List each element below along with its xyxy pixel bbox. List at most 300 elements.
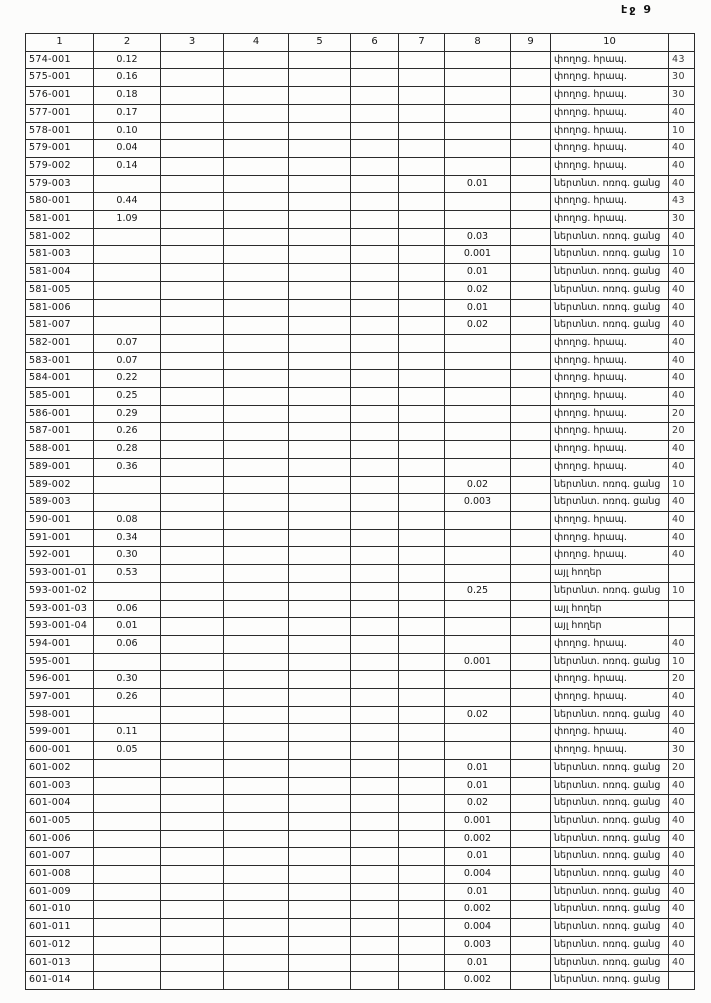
- code-cell: 575-001: [26, 69, 94, 87]
- col9-cell: [511, 476, 551, 494]
- area-col2-cell: [94, 919, 161, 937]
- col6-cell: [351, 458, 399, 476]
- col7-cell: [399, 104, 445, 122]
- col3-cell: [161, 795, 224, 813]
- col5-cell: [289, 157, 351, 175]
- table-row: [26, 476, 695, 494]
- col5-cell: [289, 246, 351, 264]
- col9-cell: [511, 795, 551, 813]
- col5-cell: [289, 122, 351, 140]
- col3-cell: [161, 157, 224, 175]
- margin-mark: 40: [669, 299, 695, 317]
- margin-mark: 40: [669, 936, 695, 954]
- area-col2-cell: [94, 653, 161, 671]
- area-col8-cell: 0.004: [445, 919, 511, 937]
- col4-cell: [224, 51, 289, 69]
- margin-mark: 40: [669, 157, 695, 175]
- col4-cell: [224, 883, 289, 901]
- margin-mark: 40: [669, 529, 695, 547]
- code-cell: 595-001: [26, 653, 94, 671]
- land-use-cell: ներտնտ. ոռոգ. ցանց: [551, 972, 669, 990]
- col4-cell: [224, 175, 289, 193]
- col6-cell: [351, 972, 399, 990]
- table-row: [26, 618, 695, 636]
- col3-cell: [161, 175, 224, 193]
- margin-mark: [669, 972, 695, 990]
- margin-mark: [669, 565, 695, 583]
- area-col8-cell: [445, 565, 511, 583]
- col3-cell: [161, 936, 224, 954]
- col6-cell: [351, 742, 399, 760]
- area-col2-cell: [94, 582, 161, 600]
- col9-cell: [511, 830, 551, 848]
- col4-cell: [224, 866, 289, 884]
- col9-cell: [511, 211, 551, 229]
- land-use-cell: ներտնտ. ոռոգ. ցանց: [551, 175, 669, 193]
- col4-cell: [224, 264, 289, 282]
- col6-cell: [351, 565, 399, 583]
- col3-cell: [161, 334, 224, 352]
- col4-cell: [224, 618, 289, 636]
- area-col8-cell: 0.004: [445, 866, 511, 884]
- table-row: [26, 671, 695, 689]
- area-col8-cell: [445, 458, 511, 476]
- code-cell: 589-001: [26, 458, 94, 476]
- area-col8-cell: 0.002: [445, 972, 511, 990]
- col5-cell: [289, 104, 351, 122]
- area-col2-cell: 0.30: [94, 671, 161, 689]
- col9-cell: [511, 972, 551, 990]
- col6-cell: [351, 494, 399, 512]
- table-row: [26, 193, 695, 211]
- col5-cell: [289, 689, 351, 707]
- col4-cell: [224, 157, 289, 175]
- col5-cell: [289, 281, 351, 299]
- table-row: [26, 706, 695, 724]
- col3-cell: [161, 600, 224, 618]
- col9-cell: [511, 759, 551, 777]
- col9-cell: [511, 706, 551, 724]
- margin-mark: 40: [669, 441, 695, 459]
- margin-mark: 40: [669, 866, 695, 884]
- col4-cell: [224, 281, 289, 299]
- code-cell: 576-001: [26, 87, 94, 105]
- col5-cell: [289, 901, 351, 919]
- area-col2-cell: 0.11: [94, 724, 161, 742]
- col6-cell: [351, 795, 399, 813]
- code-cell: 574-001: [26, 51, 94, 69]
- column-header: 5: [289, 34, 351, 52]
- area-col2-cell: 0.28: [94, 441, 161, 459]
- area-col2-cell: [94, 972, 161, 990]
- land-use-cell: ներտնտ. ոռոգ. ցանց: [551, 901, 669, 919]
- land-use-cell: ներտնտ. ոռոգ. ցանց: [551, 228, 669, 246]
- area-col2-cell: 0.14: [94, 157, 161, 175]
- code-cell: 585-001: [26, 388, 94, 406]
- area-col2-cell: [94, 175, 161, 193]
- table-row: [26, 812, 695, 830]
- col5-cell: [289, 193, 351, 211]
- col6-cell: [351, 830, 399, 848]
- code-cell: 579-002: [26, 157, 94, 175]
- land-use-cell: փողոց. հրապ.: [551, 370, 669, 388]
- col9-cell: [511, 228, 551, 246]
- table-row: [26, 211, 695, 229]
- area-col8-cell: 0.01: [445, 883, 511, 901]
- land-use-cell: փողոց. հրապ.: [551, 69, 669, 87]
- code-cell: 581-005: [26, 281, 94, 299]
- col7-cell: [399, 635, 445, 653]
- col7-cell: [399, 689, 445, 707]
- column-header: 6: [351, 34, 399, 52]
- land-use-cell: փողոց. հրապ.: [551, 104, 669, 122]
- code-cell: 586-001: [26, 405, 94, 423]
- area-col8-cell: 0.001: [445, 653, 511, 671]
- area-col8-cell: [445, 423, 511, 441]
- col7-cell: [399, 370, 445, 388]
- land-use-cell: փողոց. հրապ.: [551, 511, 669, 529]
- land-use-cell: փողոց. հրապ.: [551, 689, 669, 707]
- margin-mark: 10: [669, 582, 695, 600]
- table-row: [26, 582, 695, 600]
- col4-cell: [224, 529, 289, 547]
- area-col8-cell: 0.01: [445, 299, 511, 317]
- col6-cell: [351, 299, 399, 317]
- area-col2-cell: 0.18: [94, 87, 161, 105]
- land-use-cell: ներտնտ. ոռոգ. ցանց: [551, 759, 669, 777]
- col5-cell: [289, 547, 351, 565]
- area-col2-cell: 0.06: [94, 635, 161, 653]
- area-col8-cell: 0.02: [445, 706, 511, 724]
- col4-cell: [224, 848, 289, 866]
- margin-mark: 40: [669, 352, 695, 370]
- col7-cell: [399, 866, 445, 884]
- area-col8-cell: 0.02: [445, 476, 511, 494]
- col5-cell: [289, 476, 351, 494]
- col7-cell: [399, 848, 445, 866]
- col6-cell: [351, 724, 399, 742]
- col9-cell: [511, 866, 551, 884]
- column-header: 10: [551, 34, 669, 52]
- table-row: [26, 936, 695, 954]
- area-col8-cell: [445, 511, 511, 529]
- col7-cell: [399, 140, 445, 158]
- col4-cell: [224, 795, 289, 813]
- col4-cell: [224, 972, 289, 990]
- col7-cell: [399, 494, 445, 512]
- col9-cell: [511, 529, 551, 547]
- area-col2-cell: [94, 848, 161, 866]
- land-register-table: [25, 33, 695, 990]
- col7-cell: [399, 671, 445, 689]
- area-col2-cell: 0.10: [94, 122, 161, 140]
- margin-mark: 40: [669, 635, 695, 653]
- col5-cell: [289, 299, 351, 317]
- margin-mark: 40: [669, 812, 695, 830]
- col4-cell: [224, 919, 289, 937]
- margin-mark: 40: [669, 228, 695, 246]
- col7-cell: [399, 582, 445, 600]
- col9-cell: [511, 140, 551, 158]
- col7-cell: [399, 972, 445, 990]
- col5-cell: [289, 724, 351, 742]
- col5-cell: [289, 954, 351, 972]
- col5-cell: [289, 69, 351, 87]
- col7-cell: [399, 299, 445, 317]
- col7-cell: [399, 157, 445, 175]
- column-header: 3: [161, 34, 224, 52]
- col6-cell: [351, 122, 399, 140]
- area-col8-cell: [445, 140, 511, 158]
- col7-cell: [399, 246, 445, 264]
- margin-mark: 40: [669, 494, 695, 512]
- col7-cell: [399, 281, 445, 299]
- col7-cell: [399, 547, 445, 565]
- col9-cell: [511, 635, 551, 653]
- land-use-cell: ներտնտ. ոռոգ. ցանց: [551, 812, 669, 830]
- col6-cell: [351, 883, 399, 901]
- area-col2-cell: [94, 759, 161, 777]
- col3-cell: [161, 494, 224, 512]
- col5-cell: [289, 919, 351, 937]
- area-col2-cell: 0.06: [94, 600, 161, 618]
- col3-cell: [161, 281, 224, 299]
- area-col8-cell: [445, 671, 511, 689]
- col3-cell: [161, 565, 224, 583]
- col6-cell: [351, 582, 399, 600]
- land-use-cell: ներտնտ. ոռոգ. ցանց: [551, 848, 669, 866]
- code-cell: 579-003: [26, 175, 94, 193]
- col3-cell: [161, 140, 224, 158]
- area-col8-cell: [445, 122, 511, 140]
- code-cell: 597-001: [26, 689, 94, 707]
- area-col8-cell: 0.002: [445, 901, 511, 919]
- margin-mark: 40: [669, 830, 695, 848]
- col9-cell: [511, 423, 551, 441]
- col3-cell: [161, 299, 224, 317]
- area-col8-cell: [445, 388, 511, 406]
- table-row: [26, 370, 695, 388]
- margin-mark: 40: [669, 777, 695, 795]
- area-col2-cell: 0.22: [94, 370, 161, 388]
- code-cell: 581-001: [26, 211, 94, 229]
- col7-cell: [399, 742, 445, 760]
- col9-cell: [511, 653, 551, 671]
- col6-cell: [351, 423, 399, 441]
- area-col2-cell: 0.44: [94, 193, 161, 211]
- col6-cell: [351, 954, 399, 972]
- col3-cell: [161, 476, 224, 494]
- area-col8-cell: 0.25: [445, 582, 511, 600]
- area-col2-cell: 1.09: [94, 211, 161, 229]
- col9-cell: [511, 689, 551, 707]
- code-cell: 601-002: [26, 759, 94, 777]
- land-use-cell: այլ հողեր: [551, 618, 669, 636]
- col3-cell: [161, 441, 224, 459]
- area-col2-cell: 0.01: [94, 618, 161, 636]
- area-col2-cell: [94, 281, 161, 299]
- col3-cell: [161, 954, 224, 972]
- col5-cell: [289, 635, 351, 653]
- col3-cell: [161, 228, 224, 246]
- col6-cell: [351, 812, 399, 830]
- col5-cell: [289, 759, 351, 777]
- col9-cell: [511, 246, 551, 264]
- area-col2-cell: [94, 866, 161, 884]
- col5-cell: [289, 866, 351, 884]
- code-cell: 581-002: [26, 228, 94, 246]
- land-use-cell: փողոց. հրապ.: [551, 87, 669, 105]
- col9-cell: [511, 317, 551, 335]
- col4-cell: [224, 635, 289, 653]
- margin-mark: 40: [669, 919, 695, 937]
- area-col8-cell: 0.001: [445, 812, 511, 830]
- area-col2-cell: [94, 476, 161, 494]
- col9-cell: [511, 724, 551, 742]
- col9-cell: [511, 388, 551, 406]
- col4-cell: [224, 441, 289, 459]
- land-use-cell: փողոց. հրապ.: [551, 423, 669, 441]
- col6-cell: [351, 246, 399, 264]
- table-row: [26, 334, 695, 352]
- col9-cell: [511, 883, 551, 901]
- margin-mark: 40: [669, 370, 695, 388]
- code-cell: 601-010: [26, 901, 94, 919]
- col6-cell: [351, 175, 399, 193]
- col9-cell: [511, 494, 551, 512]
- col4-cell: [224, 140, 289, 158]
- column-header: 9: [511, 34, 551, 52]
- col5-cell: [289, 334, 351, 352]
- margin-mark: 10: [669, 476, 695, 494]
- col9-cell: [511, 848, 551, 866]
- margin-mark: 40: [669, 795, 695, 813]
- table-row: [26, 352, 695, 370]
- area-col8-cell: [445, 618, 511, 636]
- table-row: [26, 157, 695, 175]
- col3-cell: [161, 547, 224, 565]
- area-col2-cell: [94, 228, 161, 246]
- land-use-cell: ներտնտ. ոռոգ. ցանց: [551, 706, 669, 724]
- col9-cell: [511, 565, 551, 583]
- col5-cell: [289, 211, 351, 229]
- land-use-cell: ներտնտ. ոռոգ. ցանց: [551, 866, 669, 884]
- col7-cell: [399, 193, 445, 211]
- col7-cell: [399, 883, 445, 901]
- table-row: [26, 299, 695, 317]
- area-col8-cell: 0.01: [445, 759, 511, 777]
- area-col8-cell: [445, 405, 511, 423]
- col6-cell: [351, 848, 399, 866]
- col6-cell: [351, 600, 399, 618]
- margin-mark: 30: [669, 742, 695, 760]
- col4-cell: [224, 334, 289, 352]
- land-use-cell: փողոց. հրապ.: [551, 157, 669, 175]
- code-cell: 589-002: [26, 476, 94, 494]
- col5-cell: [289, 87, 351, 105]
- col3-cell: [161, 883, 224, 901]
- area-col2-cell: 0.07: [94, 352, 161, 370]
- table-row: [26, 317, 695, 335]
- col7-cell: [399, 600, 445, 618]
- code-cell: 588-001: [26, 441, 94, 459]
- col6-cell: [351, 51, 399, 69]
- col9-cell: [511, 812, 551, 830]
- col5-cell: [289, 777, 351, 795]
- margin-mark: 30: [669, 87, 695, 105]
- col3-cell: [161, 742, 224, 760]
- col6-cell: [351, 529, 399, 547]
- column-header: 7: [399, 34, 445, 52]
- col3-cell: [161, 671, 224, 689]
- area-col2-cell: [94, 299, 161, 317]
- col6-cell: [351, 547, 399, 565]
- col5-cell: [289, 706, 351, 724]
- col5-cell: [289, 51, 351, 69]
- area-col8-cell: 0.01: [445, 954, 511, 972]
- area-col2-cell: [94, 317, 161, 335]
- col7-cell: [399, 334, 445, 352]
- table-row: [26, 689, 695, 707]
- margin-mark: 20: [669, 671, 695, 689]
- area-col2-cell: 0.53: [94, 565, 161, 583]
- area-col8-cell: [445, 547, 511, 565]
- table-row: [26, 972, 695, 990]
- area-col8-cell: 0.01: [445, 175, 511, 193]
- col6-cell: [351, 476, 399, 494]
- column-header: 4: [224, 34, 289, 52]
- col5-cell: [289, 140, 351, 158]
- margin-mark: 40: [669, 140, 695, 158]
- col4-cell: [224, 87, 289, 105]
- margin-mark: 40: [669, 264, 695, 282]
- col6-cell: [351, 511, 399, 529]
- table-row: [26, 653, 695, 671]
- col5-cell: [289, 653, 351, 671]
- col7-cell: [399, 618, 445, 636]
- col3-cell: [161, 759, 224, 777]
- col4-cell: [224, 317, 289, 335]
- col9-cell: [511, 69, 551, 87]
- margin-mark: 43: [669, 51, 695, 69]
- col7-cell: [399, 228, 445, 246]
- margin-mark: 40: [669, 458, 695, 476]
- code-cell: 601-008: [26, 866, 94, 884]
- col7-cell: [399, 51, 445, 69]
- code-cell: 599-001: [26, 724, 94, 742]
- land-use-cell: փողոց. հրապ.: [551, 529, 669, 547]
- code-cell: 591-001: [26, 529, 94, 547]
- col4-cell: [224, 388, 289, 406]
- col9-cell: [511, 919, 551, 937]
- area-col2-cell: [94, 936, 161, 954]
- col3-cell: [161, 388, 224, 406]
- area-col2-cell: [94, 706, 161, 724]
- col7-cell: [399, 352, 445, 370]
- col7-cell: [399, 122, 445, 140]
- col5-cell: [289, 582, 351, 600]
- col9-cell: [511, 352, 551, 370]
- land-use-cell: ներտնտ. ոռոգ. ցանց: [551, 954, 669, 972]
- col3-cell: [161, 423, 224, 441]
- col9-cell: [511, 901, 551, 919]
- col4-cell: [224, 547, 289, 565]
- column-header: 8: [445, 34, 511, 52]
- area-col8-cell: 0.02: [445, 281, 511, 299]
- col6-cell: [351, 228, 399, 246]
- area-col2-cell: [94, 883, 161, 901]
- table-row: [26, 795, 695, 813]
